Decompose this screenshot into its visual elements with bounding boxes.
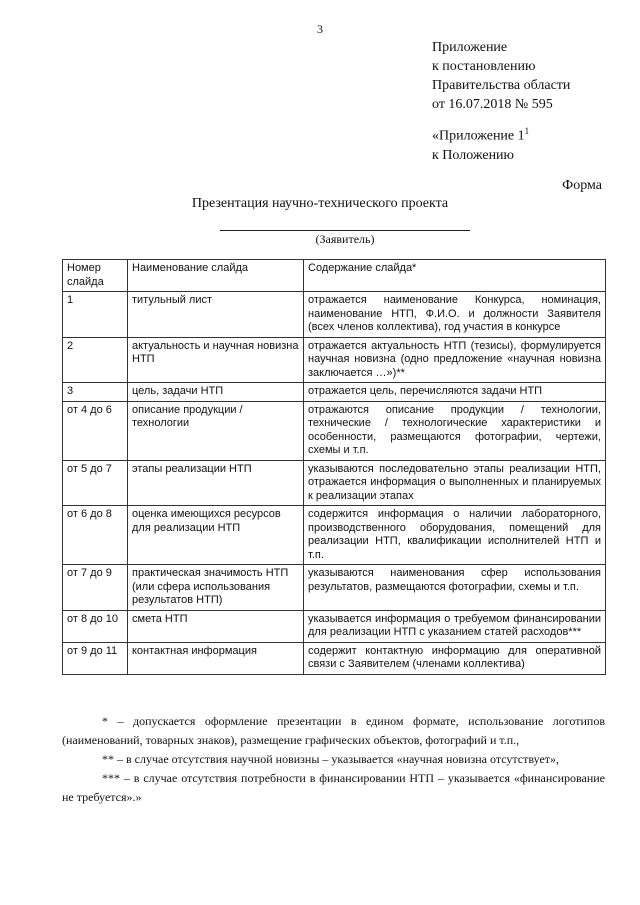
footnote-1: * – допускается оформление презентации в едином формате, использование логотипов (наименований, товарных знаков), размещение графических объектов, фотографий и т.п., [62,714,605,747]
table-row [63,642,606,674]
slide-number: от 5 до 7 [63,460,128,506]
slide-number: 1 [63,292,128,338]
slide-content: указываются последовательно этапы реализации НТП, отражается информация о выполненных и планируемых к реализации этапах [304,460,606,506]
slide-content: указывается информация о требуемом финансировании для реализации НТП с указанием статей расходов*** [304,610,606,642]
slide-content: содержит контактную информацию для оперативной связи с Заявителем (членами коллектива) [304,642,606,674]
applicant-underline [220,230,470,231]
annex-line-2: к Положению [432,147,515,163]
table-row [63,383,606,402]
slide-number: 2 [63,337,128,383]
form-label: Форма [562,178,602,193]
footnotes [62,712,605,807]
slide-content: отражаются описание продукции / технологии, технические / технологические характеристики и особенности, размещаются фотографии, чертежи, схемы и т.п. [304,401,606,460]
table-header-row [63,260,606,292]
footnote-3: *** – в случае отсутствия потребности в финансировании НТП – указывается «финансирование не требуется».» [62,771,605,804]
header-slide-name: Наименование слайда [128,260,304,292]
slide-number: 3 [63,383,128,402]
table-row [63,337,606,383]
annex-line-1 [432,122,529,146]
slide-number: от 6 до 8 [63,506,128,565]
slide-name: контактная информация [128,642,304,674]
slide-name: этапы реализации НТП [128,460,304,506]
slide-number: от 8 до 10 [63,610,128,642]
document-title: Презентация научно-технического проекта [191,196,449,211]
header-slide-number: Номер слайда [63,260,128,292]
approval-line-1: Приложение [432,40,508,55]
slide-content: отражается цель, перечисляются задачи НТП [304,383,606,402]
applicant-caption: (Заявитель) [315,232,375,246]
slide-number: от 4 до 6 [63,401,128,460]
approval-line-2: к постановлению [432,59,536,74]
table-row [63,565,606,611]
slides-table [62,259,606,675]
slide-name: актуальность и научная новизна НТП [128,337,304,383]
slide-content: отражается наименование Конкурса, номинация, наименование НТП, Ф.И.О. и должности Заявителя (всех членов коллектива), год участия в конкурсе [304,292,606,338]
annex-superscript: 1 [524,126,530,136]
slide-name: описание продукции / технологии [128,401,304,460]
slide-content: указываются наименования сфер использования результатов, размещаются фотографии, схемы и т.п. [304,565,606,611]
annex-block [432,122,529,165]
slide-content: отражается актуальность НТП (тезисы), формулируется научная новизна (одно предложение «научная новизна заключается …»)** [304,337,606,383]
footnote-2: ** – в случае отсутствия научной новизны – указывается «научная новизна отсутствует», [102,752,560,766]
slide-name: оценка имеющихся ресурсов для реализации НТП [128,506,304,565]
header-slide-content: Содержание слайда* [304,260,606,292]
slide-name: смета НТП [128,610,304,642]
slide-name: титульный лист [128,292,304,338]
slide-content: содержится информация о наличии лабораторного, производственного оборудования, помещений для реализации НТП, квалификации исполнителей НТП и т.п. [304,506,606,565]
table-row [63,401,606,460]
table-row [63,610,606,642]
annex-line-1-text: «Приложение 1 [432,128,525,144]
approval-line-3: Правительства области [432,78,571,93]
page-number: 3 [317,22,323,36]
slide-number: от 9 до 11 [63,642,128,674]
table-row [63,506,606,565]
approval-line-4: от 16.07.2018 № 595 [432,97,553,112]
table-row [63,292,606,338]
slide-number: от 7 до 9 [63,565,128,611]
slide-name: практическая значимость НТП (или сфера использования результатов НТП) [128,565,304,611]
table-row [63,460,606,506]
approval-block [432,38,570,114]
slide-name: цель, задачи НТП [128,383,304,402]
